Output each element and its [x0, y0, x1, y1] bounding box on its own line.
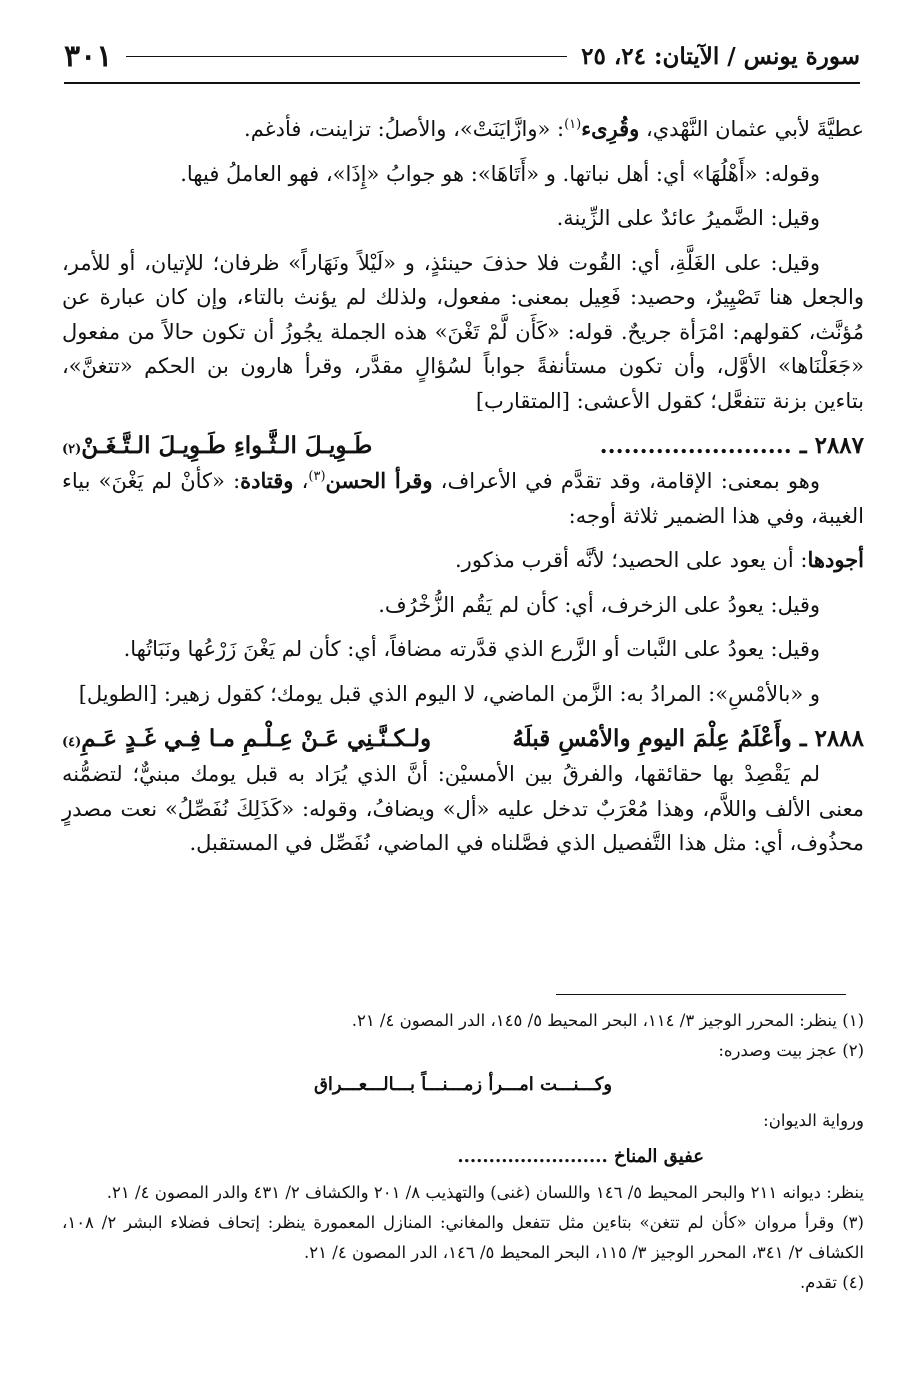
- header-rule: [126, 56, 567, 57]
- bold-run: أجودها: [807, 547, 864, 572]
- text-run: وهو بمعنى: الإقامة، وقد تقدَّم في الأعراف،: [432, 469, 820, 493]
- footnote-2-verse: وكـــنـــت امـــرأ زمـــنـــاً بـــالـــعـــراق: [313, 1074, 613, 1095]
- page-number: ٣٠١: [64, 38, 113, 74]
- footnote-separator: [556, 994, 846, 995]
- text-run: و «بالأمْسِ»: المرادُ به: الزَّمن الماضي، لا اليوم الذي قبل يومك؛ كقول زهير:: [163, 681, 820, 706]
- verse-2887: ٢٨٨٧ ـ ........................ طَـوِيـلَ الـثَّـواءِ طَـوِيـلَ الـتَّـغَـنْ (٢): [62, 428, 864, 464]
- text-run: : أن يعود على الحصيد؛ لأنَّه أقرب مذكور.: [455, 548, 808, 572]
- footnote-2-intro: (٢) عجز بيت وصدره:: [718, 1041, 864, 1060]
- verse-number: ٢٨٨٨ ـ: [799, 725, 864, 752]
- text-run: : «وازَّايَنَتْ»، والأصلُ: تزاينت، فأدغم.: [244, 117, 565, 141]
- paragraph-1: [62, 112, 864, 147]
- text-run: ،: [293, 469, 309, 493]
- verse-hemistich-2: ولـكـنَّـنِي عَـنْ عِـلْـمِ مـا فِـي غَـدٍ عَـمِ: [81, 725, 432, 752]
- meter-label: [المتقارب]: [475, 388, 570, 413]
- verse-number: ٢٨٨٧ ـ: [799, 432, 864, 459]
- running-title: سورة يونس / الآيتان: ٢٤، ٢٥: [581, 42, 860, 70]
- paragraph-8: وقيل: يعودُ على النَّبات أو الزَّرع الذي قدَّرته مضافاً، أي: كأن لم يَغْنَ زَرْعُها ونَبَاتُها.: [123, 637, 820, 661]
- paragraph-9: [62, 677, 864, 712]
- footnote-ref-3[interactable]: (٣): [308, 469, 326, 484]
- paragraph-10: لم يَقْصِدْ بها حقائقها، والفرقُ بين الأمسيْن: أنَّ الذي يُرَاد به قبل يومك مبنيٌّ؛ لتضمُّنه معنى الألف واللاَّم، وهذا مُعْرَبٌ تدخل عليه «أل» ويضافُ، وقوله: «كَذَلِكَ نُفَصِّلُ» نعت مصدرٍ محذُوف، أي: مثل هذا التَّفصيل الذي فصَّلناه في الماضي، نُفَصِّل في المستقبل.: [62, 762, 864, 855]
- text-run: : «كأنْ لم يَغْنَ» بياء الغيبة، وفي هذا الضمير ثلاثة أوجه:: [62, 469, 864, 528]
- footnote-1: (١) ينظر: المحرر الوجيز ٣/ ١١٤، البحر المحيط ٥/ ١٤٥، الدر المصون ٤/ ٢١.: [351, 1011, 864, 1030]
- text-run: وقيل: على الغَلَّةِ، أي: القُوت فلا حذفَ حينئذٍ، و «لَيْلاً ونَهَاراً» ظرفان؛ للإتيان، أو للأمر، والجعل هنا تَصْيِيرٌ، وحصيد: فَعِيل بمعنى: مفعول، ولذلك لم يؤنث بالتاء، وإن كان عبارة عن مُؤنَّث، كقولهم: امْرَأة جريحٌ. قوله: «كَأَن لَّمْ تَغْنَ» هذه الجملة يجُوزُ أن تكون حالاً من مفعول «جَعَلْنَاها» الأوَّل، وأن تكون مستأنفةً جواباً لسُؤالٍ مقدَّر، وقرأ هارون بن الحكم «تتغنَّ»، بتاءين بزنة تتفعَّل؛ كقول الأعشى:: [62, 250, 864, 413]
- meter-label: [الطويل]: [78, 681, 158, 706]
- paragraph-6: [62, 543, 864, 578]
- verse-hemistich-1: ........................: [599, 432, 792, 459]
- running-header: [64, 30, 860, 84]
- main-text: [62, 112, 864, 861]
- footnote-2-diwan-label: ورواية الديوان:: [763, 1111, 864, 1130]
- paragraph-5: [62, 464, 864, 533]
- bold-run: وقتادة: [240, 468, 294, 493]
- footnote-ref-1[interactable]: (١): [564, 117, 582, 132]
- footnote-3: (٣) وقرأ مروان «كأن لم تتغن» بتاءين مثل تتفعل والمغاني: المنازل المعمورة ينظر: إتحاف فضلاء البشر ٢/ ١٠٨، الكشاف ٢/ ٣٤١، المحرر الوجيز ٣/ ١١٥، البحر المحيط ٥/ ١٤٦، الدر المصون ٤/ ٢١.: [62, 1213, 864, 1262]
- verse-2888: ٢٨٨٨ ـ وأَعْلَمُ عِلْمَ اليومِ والأمْسِ قبلَهُ ولـكـنَّـنِي عَـنْ عِـلْـمِ مـا فِـي غَـدٍ عَـمِ (٤): [62, 721, 864, 757]
- bold-run: وقُرِىء: [581, 116, 640, 141]
- footnote-4: (٤) تقدم.: [799, 1273, 864, 1292]
- footnotes: [62, 1006, 864, 1298]
- verse-hemistich-2: طَـوِيـلَ الـثَّـواءِ طَـوِيـلَ الـتَّـغَـنْ: [81, 432, 373, 459]
- verse-hemistich-1: وأَعْلَمُ عِلْمَ اليومِ والأمْسِ قبلَهُ: [512, 725, 792, 752]
- bold-run: وقرأ الحسن: [325, 468, 433, 493]
- paragraph-2: وقوله: «أَهْلُهَا» أي: أهل نباتها. و «أَتَاهَا»: هو جوابُ «إِذَا»، فهو العاملُ فيها.: [180, 161, 820, 186]
- paragraph-3: وقيل: الضَّميرُ عائدٌ على الزِّينة.: [556, 206, 820, 230]
- text-run: عطيَّةَ لأبي عثمان النَّهْدي،: [639, 117, 864, 141]
- footnote-2-diwan-verse: عفيق المناخ ........................: [457, 1146, 704, 1167]
- paragraph-7: وقيل: يعودُ على الزخرف، أي: كأن لم يَقُم الزُّخْرُف.: [378, 592, 820, 617]
- footnote-2-sources: ينظر: ديوانه ٢١١ والبحر المحيط ٥/ ١٤٦ واللسان (غنى) والتهذيب ٨/ ٢٠١ والكشاف ٢/ ٤٣١ والدر المصون ٤/ ٢١.: [106, 1183, 864, 1202]
- paragraph-4: [62, 246, 864, 419]
